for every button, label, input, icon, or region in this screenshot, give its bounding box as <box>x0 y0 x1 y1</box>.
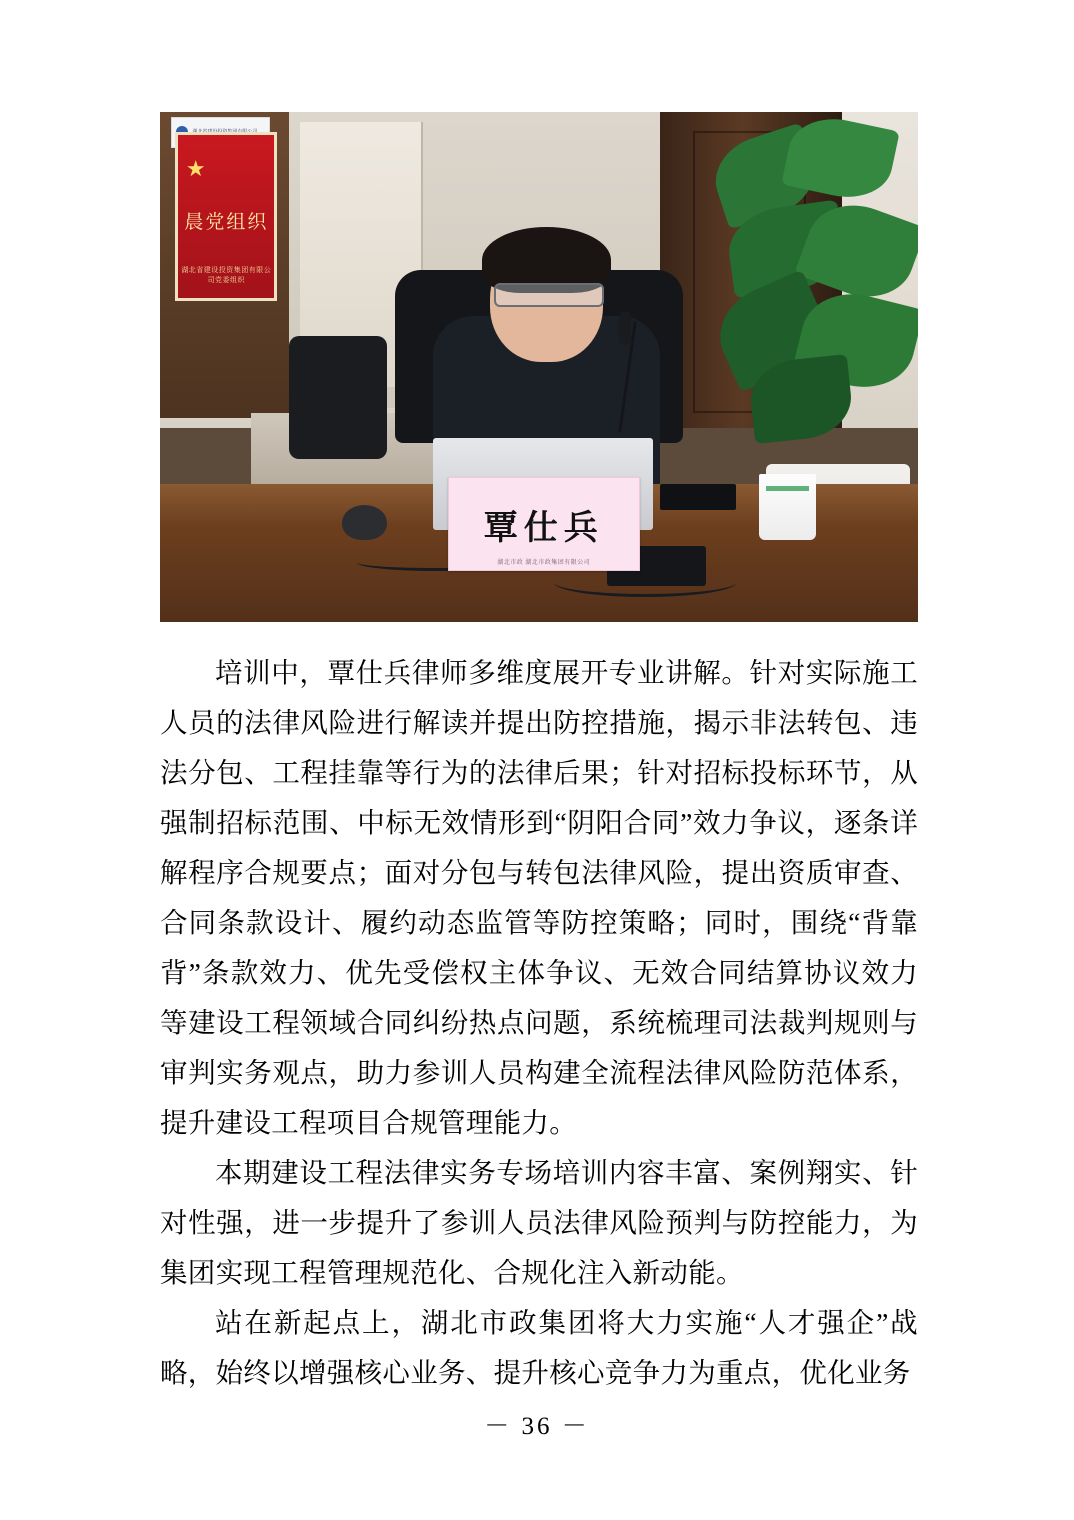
article-body <box>160 648 918 1398</box>
meeting-photo <box>160 112 918 622</box>
photo-name-plate-footer: 湖北市政 湖北市政集团有限公司 <box>497 560 591 566</box>
photo-side-chair <box>289 336 388 458</box>
paragraph-1: 培训中，覃仕兵律师多维度展开专业讲解。针对实际施工人员的法律风险进行解读并提出防控措施，揭示非法转包、违法分包、工程挂靠等行为的法律后果；针对招标投标环节，从强制招标范围、中标无效情形到“阴阳合同”效力争议，逐条详解程序合规要点；面对分包与转包法律风险，提出资质审查、合同条款设计、履约动态监管等防控策略；同时，围绕“背靠背”条款效力、优先受偿权主体争议、无效合同结算协议效力等建设工程领域合同纠纷热点问题，系统梳理司法裁判规则与审判实务观点，助力参训人员构建全流程法律风险防范体系，提升建设工程项目合规管理能力。 <box>160 657 918 1138</box>
photo-party-board-title: 晨党组织 <box>184 211 269 233</box>
photo-name-plate <box>448 477 640 571</box>
photo-party-board-subtitle: 湖北省建设投资集团有限公司党委组织 <box>181 265 272 284</box>
photo-smartphone <box>660 484 736 510</box>
page-number: － 36 － <box>484 1413 590 1440</box>
photo-microphone-head <box>619 311 631 345</box>
glasses-icon <box>494 283 604 307</box>
paragraph-3: 站在新起点上，湖北市政集团将大力实施“人才强企”战略，始终以增强核心业务、提升核心竞争力为重点，优化业务 <box>160 1307 918 1388</box>
photo-mouse <box>342 505 387 541</box>
star-icon: ★ <box>185 156 206 182</box>
photo-potted-plant <box>706 112 918 510</box>
photo-name-plate-name: 覃仕兵 <box>483 509 604 547</box>
page-content <box>160 112 918 1398</box>
photo-paper-cup <box>759 474 816 540</box>
paragraph-2: 本期建设工程法律实务专场培训内容丰富、案例翔实、针对性强，进一步提升了参训人员法律风险预判与防控能力，为集团实现工程管理规范化、合规化注入新动能。 <box>160 1157 918 1288</box>
photo-party-board <box>175 132 277 300</box>
